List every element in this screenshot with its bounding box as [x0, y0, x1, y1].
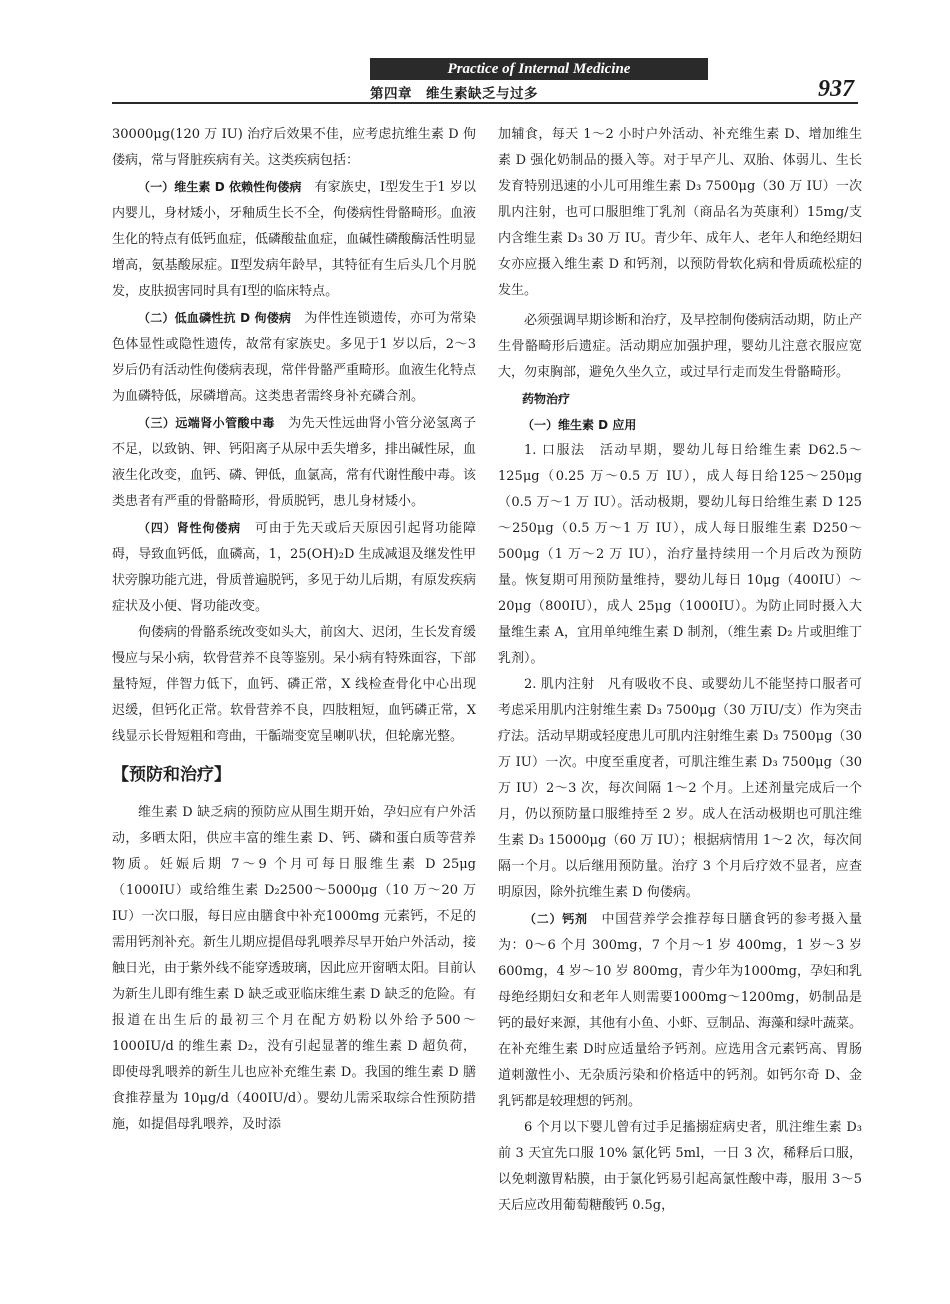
paragraph-text: 可由于先天或后天原因引起肾功能障碍，导致血钙低，血磷高，1，25(OH)₂D 生成减退及继发性甲状旁腺功能亢进，骨质普遍脱钙，多见于幼儿后期，有原发疾病症状及小便、肾功能改变。	[112, 521, 477, 614]
paragraph: 30000μg(120 万 IU) 治疗后效果不佳，应考虑抗维生素 D 佝偻病，常与肾脏疾病有关。这类疾病包括：	[112, 127, 476, 168]
subsection-heading: （二）钙剂	[524, 912, 588, 926]
page-header	[112, 58, 858, 104]
paragraph	[498, 438, 862, 672]
section-title: 【预防和治疗】	[112, 765, 231, 785]
paragraph	[498, 906, 862, 1115]
paragraph-text: 为伴性连锁遗传，亦可为常染色体显性或隐性遗传，故常有家族史。多见于1 岁以后，2～3 岁后仍有活动性佝偻病表现，常伴骨骼严重畸形。血液生化特点为血磷特低，尿磷增高。这类患者需终身补充磷合剂。	[112, 311, 477, 404]
journal-title: Practice of Internal Medicine	[370, 58, 708, 80]
subsection-heading: （一）维生素 D 依赖性佝偻病	[138, 180, 302, 194]
subsection-heading: （三）远端肾小管酸中毒	[138, 416, 275, 430]
subsection-heading: （一）维生素 D 应用	[522, 418, 637, 432]
paragraph	[112, 515, 476, 620]
paragraph-text: 有家族史，Ⅰ型发生于1 岁以内婴儿，身材矮小，牙釉质生长不全，佝偻病性骨骼畸形。血液生化的特点有低钙血症，低磷酸盐血症，血碱性磷酸酶活性明显增高，氨基酸尿症。Ⅱ型发病年龄早，其特征有生后头几个月脱发，皮肤损害同时具有Ⅰ型的临床特点。	[112, 180, 477, 299]
paragraph: 6 个月以下婴儿曾有过手足搐搦症病史者，肌注维生素 D₃ 前 3 天宜先口服 10% 氯化钙 5ml，一日 3 次，稀释后口服，以免刺激胃粘膜，由于氯化钙易引起高氯性酸中毒，服用 3～5 天后应改用葡萄糖酸钙 0.5g，	[498, 1120, 862, 1213]
page-number: 937	[818, 76, 854, 102]
chapter-title: 第四章 维生素缺乏与过多	[370, 86, 538, 102]
subsection-heading: （四）肾性佝偻病	[138, 521, 241, 535]
paragraph-text: 凡有吸收不良、或婴幼儿不能坚持口服者可考虑采用肌内注射维生素 D₃ 7500μg（30 万IU/支）作为突击疗法。活动早期或轻度患儿可肌内注射维生素 D₃ 7500μg（30 万 IU）一次。中度至重度者，可肌注维生素 D₃ 7500μg（30 万 IU）2～3 次，每次间隔 1～2 个月。上述剂量完成后一个月，仍以预防量口服维持至 2 岁。成人在活动极期也可肌注维生素 D₃ 15000μg（60 万 IU）；根据病情用 1～2 次，每次间隔一个月。以后继用预防量。治疗 3 个月后疗效不显者，应查明原因，除外抗维生素 D 佝偻病。	[498, 677, 862, 900]
right-column	[498, 122, 862, 1219]
left-column	[112, 122, 476, 1138]
item-heading: 2. 肌内注射	[524, 677, 595, 692]
paragraph-text: 活动早期，婴幼儿每日给维生素 D62.5～125μg（0.25 万～0.5 万 IU），成人每日给125～250μg（0.5 万～1 万 IU）。活动极期，婴幼儿每日给维生素 D 125～250μg（0.5 万～1 万 IU），成人每日服维生素 D250～500μg（1 万～2 万 IU），治疗量持续用一个月后改为预防量。恢复期可用预防量维持，婴幼儿每日 10μg（400IU）～20μg（800IU），成人 25μg（1000IU）。为防止同时摄入大量维生素 A，宜用单纯维生素 D 制剂，（维生素 D₂ 片或胆维丁乳剂）。	[498, 443, 862, 666]
header-rule	[112, 102, 858, 104]
paragraph	[112, 174, 476, 305]
paragraph	[112, 410, 476, 515]
paragraph: 佝偻病的骨骼系统改变如头大，前囟大、迟闭，生长发育缓慢应与呆小病，软骨营养不良等鉴别。呆小病有特殊面容，下部量特短，伴智力低下，血钙、磷正常，X 线检查骨化中心出现迟缓，但钙化正常。软骨营养不良，四肢粗短，血钙磷正常，X 线显示长骨短粗和弯曲，干骺端变宽呈喇叭状，但轮廓光整。	[112, 625, 477, 744]
paragraph: 维生素 D 缺乏病的预防应从围生期开始，孕妇应有户外活动，多晒太阳，供应丰富的维生素 D、钙、磷和蛋白质等营养物质。妊娠后期 7～9 个月可每日服维生素 D 25μg（1000IU）或给维生素 D₂2500～5000μg（10 万～20 万 IU）一次口服，每日应由膳食中补充1000mg 元素钙，不足的需用钙剂补充。新生儿期应提倡母乳喂养尽早开始户外活动，接触日光，由于紫外线不能穿透玻璃，因此应开窗晒太阳。目前认为新生儿即有维生素 D 缺乏或亚临床维生素 D 缺乏的危险。有报道在出生后的最初三个月在配方奶粉以外给予500～1000IU/d 的维生素 D₂，没有引起显著的维生素 D 超负荷，即使母乳喂养的新生儿也应补充维生素 D。我国的维生素 D 膳食推荐量为 10μg/d（400IU/d）。婴幼儿需采取综合性预防措施，如提倡母乳喂养，及时添	[112, 805, 477, 1132]
drug-therapy-heading: 药物治疗	[522, 392, 571, 406]
paragraph-text: 中国营养学会推荐每日膳食钙的参考摄入量为：0～6 个月 300mg，7 个月～1 岁 400mg，1 岁～3 岁 600mg，4 岁～10 岁 800mg，青少年为1000mg，孕妇和乳母绝经期妇女和老年人则需要1000mg～1200mg，奶制品是钙的最好来源，其他有小鱼、小虾、豆制品、海藻和绿叶蔬菜。在补充维生素 D时应适量给予钙剂。应选用含元素钙高、胃肠道刺激性小、无杂质污染和价格适中的钙剂。如钙尔奇 D、金乳钙都是较理想的钙剂。	[498, 912, 863, 1109]
paragraph	[498, 672, 862, 906]
subsection-heading: （二）低血磷性抗 D 佝偻病	[138, 311, 292, 325]
item-heading: 1. 口服法	[524, 443, 586, 458]
paragraph: 加辅食，每天 1～2 小时户外活动、补充维生素 D、增加维生素 D 强化奶制品的摄入等。对于早产儿、双胎、体弱儿、生长发育特别迅速的小儿可用维生素 D₃ 7500μg（30 万 IU）一次肌内注射，也可口服胆维丁乳剂（商品名为英康利）15mg/支内含维生素 D₃ 30 万 IU。青少年、成年人、老年人和绝经期妇女亦应摄入维生素 D 和钙剂，以预防骨软化病和骨质疏松症的发生。	[498, 127, 862, 298]
paragraph-text: 为先天性远曲肾小管分泌氢离子不足，以致钠、钾、钙阳离子从尿中丢失增多，排出碱性尿，血液生化改变，血钙、磷、钾低，血氯高，常有代谢性酸中毒。该类患者有严重的骨骼畸形，骨质脱钙，患儿身材矮小。	[112, 416, 477, 509]
paragraph	[112, 305, 476, 410]
paragraph: 必须强调早期诊断和治疗，及早控制佝偻病活动期，防止产生骨骼畸形后遗症。活动期应加强护理，婴幼儿注意衣服应宽大，勿束胸部，避免久坐久立，或过早行走而发生骨骼畸形。	[498, 313, 863, 380]
